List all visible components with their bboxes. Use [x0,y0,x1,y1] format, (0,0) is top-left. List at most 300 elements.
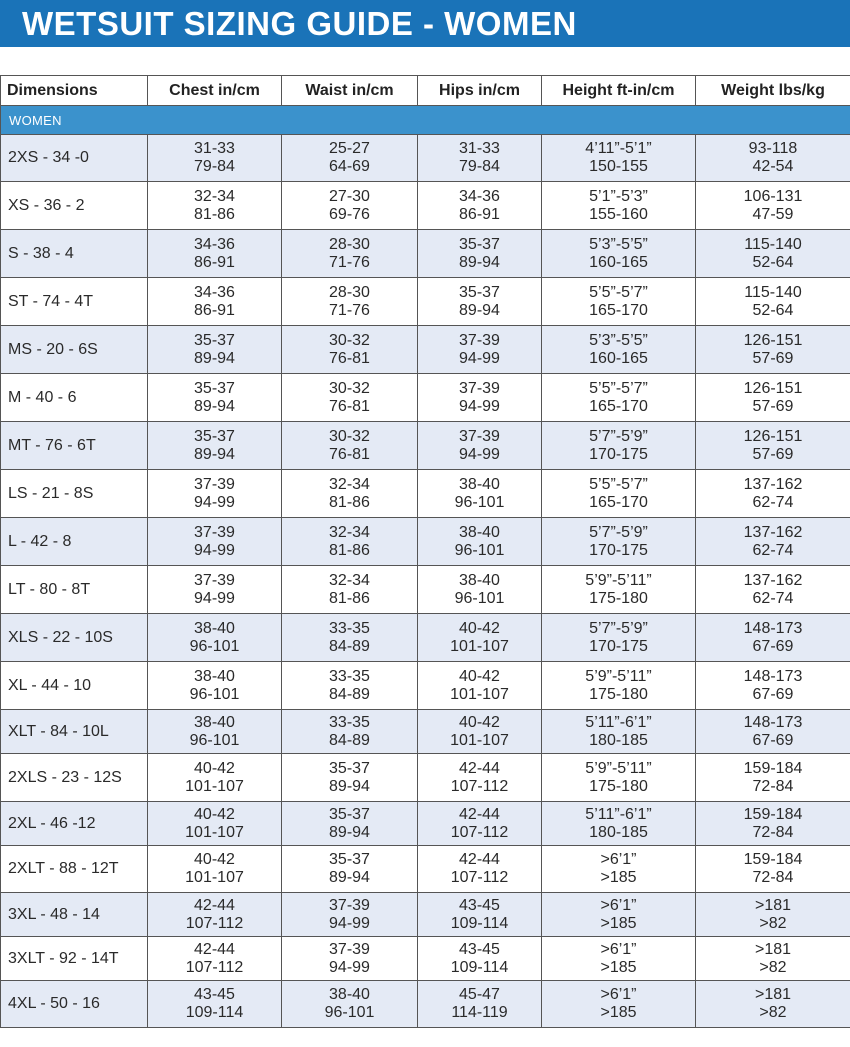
chest-cell [148,374,282,422]
weight-metric: 57-69 [752,445,794,463]
height-inches: 5’7”-5’9” [589,619,648,637]
waist-inches: 37-39 [329,896,370,914]
hips-cell [418,981,542,1028]
height-cell [542,662,696,710]
size-label: M - 40 - 6 [1,374,148,422]
size-label: XS - 36 - 2 [1,182,148,230]
hips-cell [418,710,542,754]
chest-inches: 35-37 [194,331,235,349]
weight-cell [696,135,850,182]
weight-cell [696,893,850,937]
weight-cell [696,278,850,326]
hips-inches: 40-42 [459,667,500,685]
chest-inches: 40-42 [194,805,235,823]
table-row [1,754,850,802]
waist-inches: 35-37 [329,851,370,868]
waist-cell [282,422,418,470]
chest-metric: 86-91 [194,301,235,319]
waist-metric: 84-89 [329,637,370,655]
chest-cell [148,470,282,518]
table-row [1,710,850,754]
chest-metric: 107-112 [185,914,244,932]
waist-cell [282,326,418,374]
height-metric: 165-170 [589,397,648,415]
hips-cell [418,326,542,374]
height-cell [542,422,696,470]
header-weight: Weight lbs/kg [696,76,850,106]
waist-inches: 32-34 [329,475,370,493]
height-inches: 5’5”-5’7” [589,379,648,397]
table-row [1,566,850,614]
waist-metric: 81-86 [329,541,370,559]
weight-cell [696,470,850,518]
waist-metric: 76-81 [329,397,370,415]
hips-inches: 42-44 [459,759,500,777]
size-label: LS - 21 - 8S [1,470,148,518]
chest-cell [148,326,282,374]
chest-cell [148,422,282,470]
sizing-table [0,75,850,1028]
sizing-table-container [0,75,850,1028]
header-dimensions: Dimensions [1,76,148,106]
table-row [1,802,850,846]
hips-inches: 31-33 [459,140,500,157]
table-row [1,518,850,566]
hips-inches: 34-36 [459,187,500,205]
weight-inches: 115-140 [744,235,802,253]
waist-cell [282,278,418,326]
height-inches: 5’9”-5’11” [585,759,652,777]
chest-metric: 86-91 [194,253,235,271]
weight-metric: >82 [759,914,787,932]
height-inches: 5’9”-5’11” [585,571,652,589]
size-label: ST - 74 - 4T [1,278,148,326]
height-metric: >185 [600,914,637,932]
waist-inches: 28-30 [329,235,370,253]
hips-cell [418,846,542,893]
height-inches: 5’7”-5’9” [589,523,648,541]
chest-metric: 96-101 [189,637,240,655]
chest-cell [148,518,282,566]
weight-metric: 67-69 [752,685,794,703]
hips-metric: 96-101 [454,589,505,607]
chest-cell [148,230,282,278]
weight-metric: 72-84 [752,869,794,886]
size-label: S - 38 - 4 [1,230,148,278]
weight-metric: 62-74 [752,541,794,559]
weight-cell [696,754,850,802]
chest-metric: 101-107 [185,777,244,795]
waist-cell [282,614,418,662]
chest-cell [148,846,282,893]
hips-metric: 94-99 [459,445,500,463]
weight-metric: 42-54 [752,158,794,175]
size-label: 3XL - 48 - 14 [1,893,148,937]
hips-inches: 38-40 [459,571,500,589]
chest-inches: 42-44 [194,896,235,914]
chest-inches: 38-40 [194,667,235,685]
weight-inches: 93-118 [748,140,798,157]
waist-metric: 89-94 [329,869,370,886]
height-inches: 5’3”-5’5” [589,235,648,253]
chest-inches: 37-39 [194,475,235,493]
size-label: 3XLT - 92 - 14T [1,937,148,981]
table-row [1,662,850,710]
chest-metric: 107-112 [185,958,244,976]
chest-inches: 40-42 [194,759,235,777]
weight-metric: >82 [759,958,787,976]
table-row [1,846,850,893]
chest-inches: 37-39 [194,571,235,589]
weight-inches: 126-151 [743,379,803,397]
hips-metric: 114-119 [451,1004,508,1021]
chest-cell [148,893,282,937]
waist-metric: 89-94 [329,777,370,795]
weight-metric: 62-74 [752,493,794,511]
waist-metric: 71-76 [329,301,370,319]
weight-inches: 159-184 [743,805,803,823]
hips-inches: 43-45 [459,940,500,958]
height-cell [542,374,696,422]
chest-cell [148,710,282,754]
height-cell [542,135,696,182]
table-row [1,374,850,422]
weight-inches: 126-151 [743,427,803,445]
chest-metric: 89-94 [194,397,235,415]
waist-metric: 94-99 [329,958,370,976]
header-height: Height ft-in/cm [542,76,696,106]
weight-metric: 62-74 [752,589,794,607]
weight-metric: 47-59 [752,205,794,223]
waist-cell [282,518,418,566]
hips-cell [418,893,542,937]
hips-inches: 37-39 [459,379,500,397]
height-metric: 150-155 [589,158,648,175]
weight-inches: >181 [754,896,792,914]
waist-cell [282,662,418,710]
waist-inches: 33-35 [329,667,370,685]
height-metric: 165-170 [589,301,648,319]
table-row [1,614,850,662]
table-row [1,326,850,374]
waist-inches: 30-32 [329,331,370,349]
chest-inches: 35-37 [194,427,235,445]
chest-inches: 38-40 [194,619,235,637]
hips-metric: 101-107 [450,685,509,703]
chest-cell [148,937,282,981]
size-label: 2XLS - 23 - 12S [1,754,148,802]
weight-inches: 159-184 [743,759,803,777]
weight-cell [696,566,850,614]
chest-inches: 35-37 [194,379,235,397]
height-metric: 170-175 [589,637,648,655]
weight-inches: 137-162 [743,523,803,541]
height-cell [542,710,696,754]
table-row [1,182,850,230]
height-inches: 5’9”-5’11” [585,667,652,685]
weight-metric: 72-84 [752,823,794,841]
weight-inches: 148-173 [743,667,803,685]
hips-inches: 43-45 [459,896,500,914]
chest-cell [148,802,282,846]
hips-metric: 86-91 [459,205,500,223]
height-cell [542,566,696,614]
height-metric: 175-180 [589,777,648,795]
height-inches: 5’1”-5’3” [589,187,648,205]
height-metric: 180-185 [589,731,648,749]
chest-metric: 101-107 [185,823,244,841]
waist-metric: 81-86 [329,493,370,511]
weight-cell [696,182,850,230]
chest-metric: 101-107 [185,869,244,886]
hips-metric: 89-94 [459,253,500,271]
hips-cell [418,754,542,802]
size-label: XL - 44 - 10 [1,662,148,710]
hips-inches: 37-39 [459,427,500,445]
weight-inches: 159-184 [743,851,803,868]
height-cell [542,893,696,937]
hips-metric: 94-99 [459,349,500,367]
chest-metric: 89-94 [194,445,235,463]
weight-inches: 126-151 [743,331,803,349]
chest-metric: 81-86 [194,205,235,223]
hips-cell [418,182,542,230]
weight-metric: >82 [759,1004,787,1021]
waist-cell [282,937,418,981]
waist-inches: 37-39 [329,940,370,958]
height-cell [542,518,696,566]
waist-inches: 33-35 [329,619,370,637]
waist-inches: 32-34 [329,523,370,541]
waist-cell [282,566,418,614]
hips-cell [418,802,542,846]
height-metric: >185 [600,869,637,886]
waist-metric: 81-86 [329,589,370,607]
weight-metric: 57-69 [752,397,794,415]
height-inches: 5’5”-5’7” [589,283,648,301]
page-title-banner [0,0,850,47]
waist-metric: 84-89 [329,731,370,749]
weight-metric: 52-64 [752,301,794,319]
waist-metric: 84-89 [329,685,370,703]
height-cell [542,981,696,1028]
page-title: WETSUIT SIZING GUIDE - WOMEN [22,4,577,42]
waist-inches: 33-35 [329,713,370,731]
height-inches: 5’11”-6’1” [585,713,652,731]
chest-inches: 34-36 [194,283,235,301]
waist-inches: 38-40 [329,986,370,1003]
hips-cell [418,566,542,614]
waist-metric: 64-69 [329,158,370,175]
height-cell [542,326,696,374]
height-inches: 5’7”-5’9” [589,427,648,445]
waist-inches: 32-34 [329,571,370,589]
hips-cell [418,614,542,662]
height-cell [542,802,696,846]
size-label: XLT - 84 - 10L [1,710,148,754]
weight-cell [696,326,850,374]
waist-cell [282,802,418,846]
chest-inches: 32-34 [194,187,235,205]
chest-metric: 96-101 [189,731,240,749]
hips-metric: 79-84 [459,158,500,175]
hips-metric: 107-112 [450,869,509,886]
height-metric: >185 [600,958,637,976]
waist-inches: 35-37 [329,759,370,777]
waist-cell [282,374,418,422]
waist-metric: 76-81 [329,349,370,367]
hips-metric: 96-101 [454,541,505,559]
chest-cell [148,981,282,1028]
weight-metric: 52-64 [752,253,794,271]
hips-inches: 45-47 [459,986,500,1003]
hips-metric: 94-99 [459,397,500,415]
table-row [1,937,850,981]
weight-cell [696,846,850,893]
height-cell [542,937,696,981]
hips-cell [418,374,542,422]
hips-metric: 89-94 [459,301,500,319]
weight-cell [696,518,850,566]
table-row [1,422,850,470]
height-inches: >6’1” [600,851,637,868]
chest-metric: 89-94 [194,349,235,367]
chest-inches: 31-33 [194,140,235,157]
hips-cell [418,662,542,710]
waist-metric: 71-76 [329,253,370,271]
weight-inches: >181 [754,986,792,1003]
hips-metric: 101-107 [450,731,509,749]
chest-metric: 94-99 [194,541,235,559]
height-cell [542,754,696,802]
waist-cell [282,981,418,1028]
weight-inches: 137-162 [743,571,803,589]
size-label: MS - 20 - 6S [1,326,148,374]
hips-metric: 109-114 [450,958,509,976]
hips-cell [418,937,542,981]
chest-inches: 37-39 [194,523,235,541]
size-label: XLS - 22 - 10S [1,614,148,662]
waist-metric: 76-81 [329,445,370,463]
chest-inches: 40-42 [194,851,235,868]
hips-inches: 40-42 [459,713,500,731]
height-metric: 170-175 [589,541,648,559]
height-cell [542,182,696,230]
waist-inches: 28-30 [329,283,370,301]
height-metric: >185 [600,1004,637,1021]
hips-inches: 35-37 [459,235,500,253]
weight-inches: 106-131 [743,187,803,205]
hips-cell [418,135,542,182]
chest-inches: 42-44 [194,940,235,958]
hips-metric: 107-112 [450,777,509,795]
weight-cell [696,662,850,710]
hips-cell [418,470,542,518]
weight-cell [696,374,850,422]
height-metric: 165-170 [589,493,648,511]
table-row [1,135,850,182]
weight-metric: 72-84 [752,777,794,795]
weight-cell [696,422,850,470]
height-inches: 5’5”-5’7” [589,475,648,493]
chest-cell [148,754,282,802]
weight-inches: 115-140 [744,283,802,301]
size-label: L - 42 - 8 [1,518,148,566]
table-row [1,981,850,1028]
waist-cell [282,710,418,754]
weight-metric: 57-69 [752,349,794,367]
weight-inches: 148-173 [743,713,803,731]
chest-inches: 34-36 [194,235,235,253]
size-label: 2XS - 34 -0 [1,135,148,182]
height-cell [542,278,696,326]
table-header-row [1,76,850,106]
height-inches: >6’1” [600,986,637,1003]
size-label: 2XL - 46 -12 [1,802,148,846]
waist-cell [282,893,418,937]
chest-cell [148,566,282,614]
chest-inches: 38-40 [194,713,235,731]
height-inches: 4’11”-5’1” [585,140,652,157]
chest-metric: 94-99 [194,493,235,511]
weight-cell [696,937,850,981]
weight-inches: 137-162 [743,475,803,493]
hips-inches: 35-37 [459,283,500,301]
hips-cell [418,518,542,566]
height-metric: 160-165 [589,349,648,367]
hips-cell [418,278,542,326]
waist-cell [282,754,418,802]
weight-cell [696,614,850,662]
height-cell [542,230,696,278]
hips-inches: 38-40 [459,475,500,493]
hips-metric: 107-112 [450,823,509,841]
size-label: 2XLT - 88 - 12T [1,846,148,893]
waist-cell [282,470,418,518]
chest-cell [148,662,282,710]
height-metric: 175-180 [589,589,648,607]
hips-inches: 42-44 [459,805,500,823]
waist-inches: 27-30 [329,187,370,205]
table-row [1,470,850,518]
header-hips: Hips in/cm [418,76,542,106]
waist-cell [282,230,418,278]
chest-metric: 109-114 [185,1004,244,1021]
table-row [1,230,850,278]
section-row [1,106,850,135]
weight-metric: 67-69 [752,637,794,655]
waist-cell [282,182,418,230]
chest-cell [148,278,282,326]
size-label: 4XL - 50 - 16 [1,981,148,1028]
chest-metric: 94-99 [194,589,235,607]
hips-inches: 37-39 [459,331,500,349]
section-label: WOMEN [1,106,850,135]
height-cell [542,470,696,518]
hips-inches: 42-44 [459,851,500,868]
chest-cell [148,135,282,182]
hips-cell [418,230,542,278]
waist-cell [282,135,418,182]
weight-inches: 148-173 [743,619,803,637]
weight-cell [696,710,850,754]
waist-inches: 25-27 [329,140,370,157]
waist-metric: 89-94 [329,823,370,841]
height-inches: >6’1” [600,896,637,914]
height-metric: 170-175 [589,445,648,463]
height-cell [542,614,696,662]
waist-inches: 35-37 [329,805,370,823]
